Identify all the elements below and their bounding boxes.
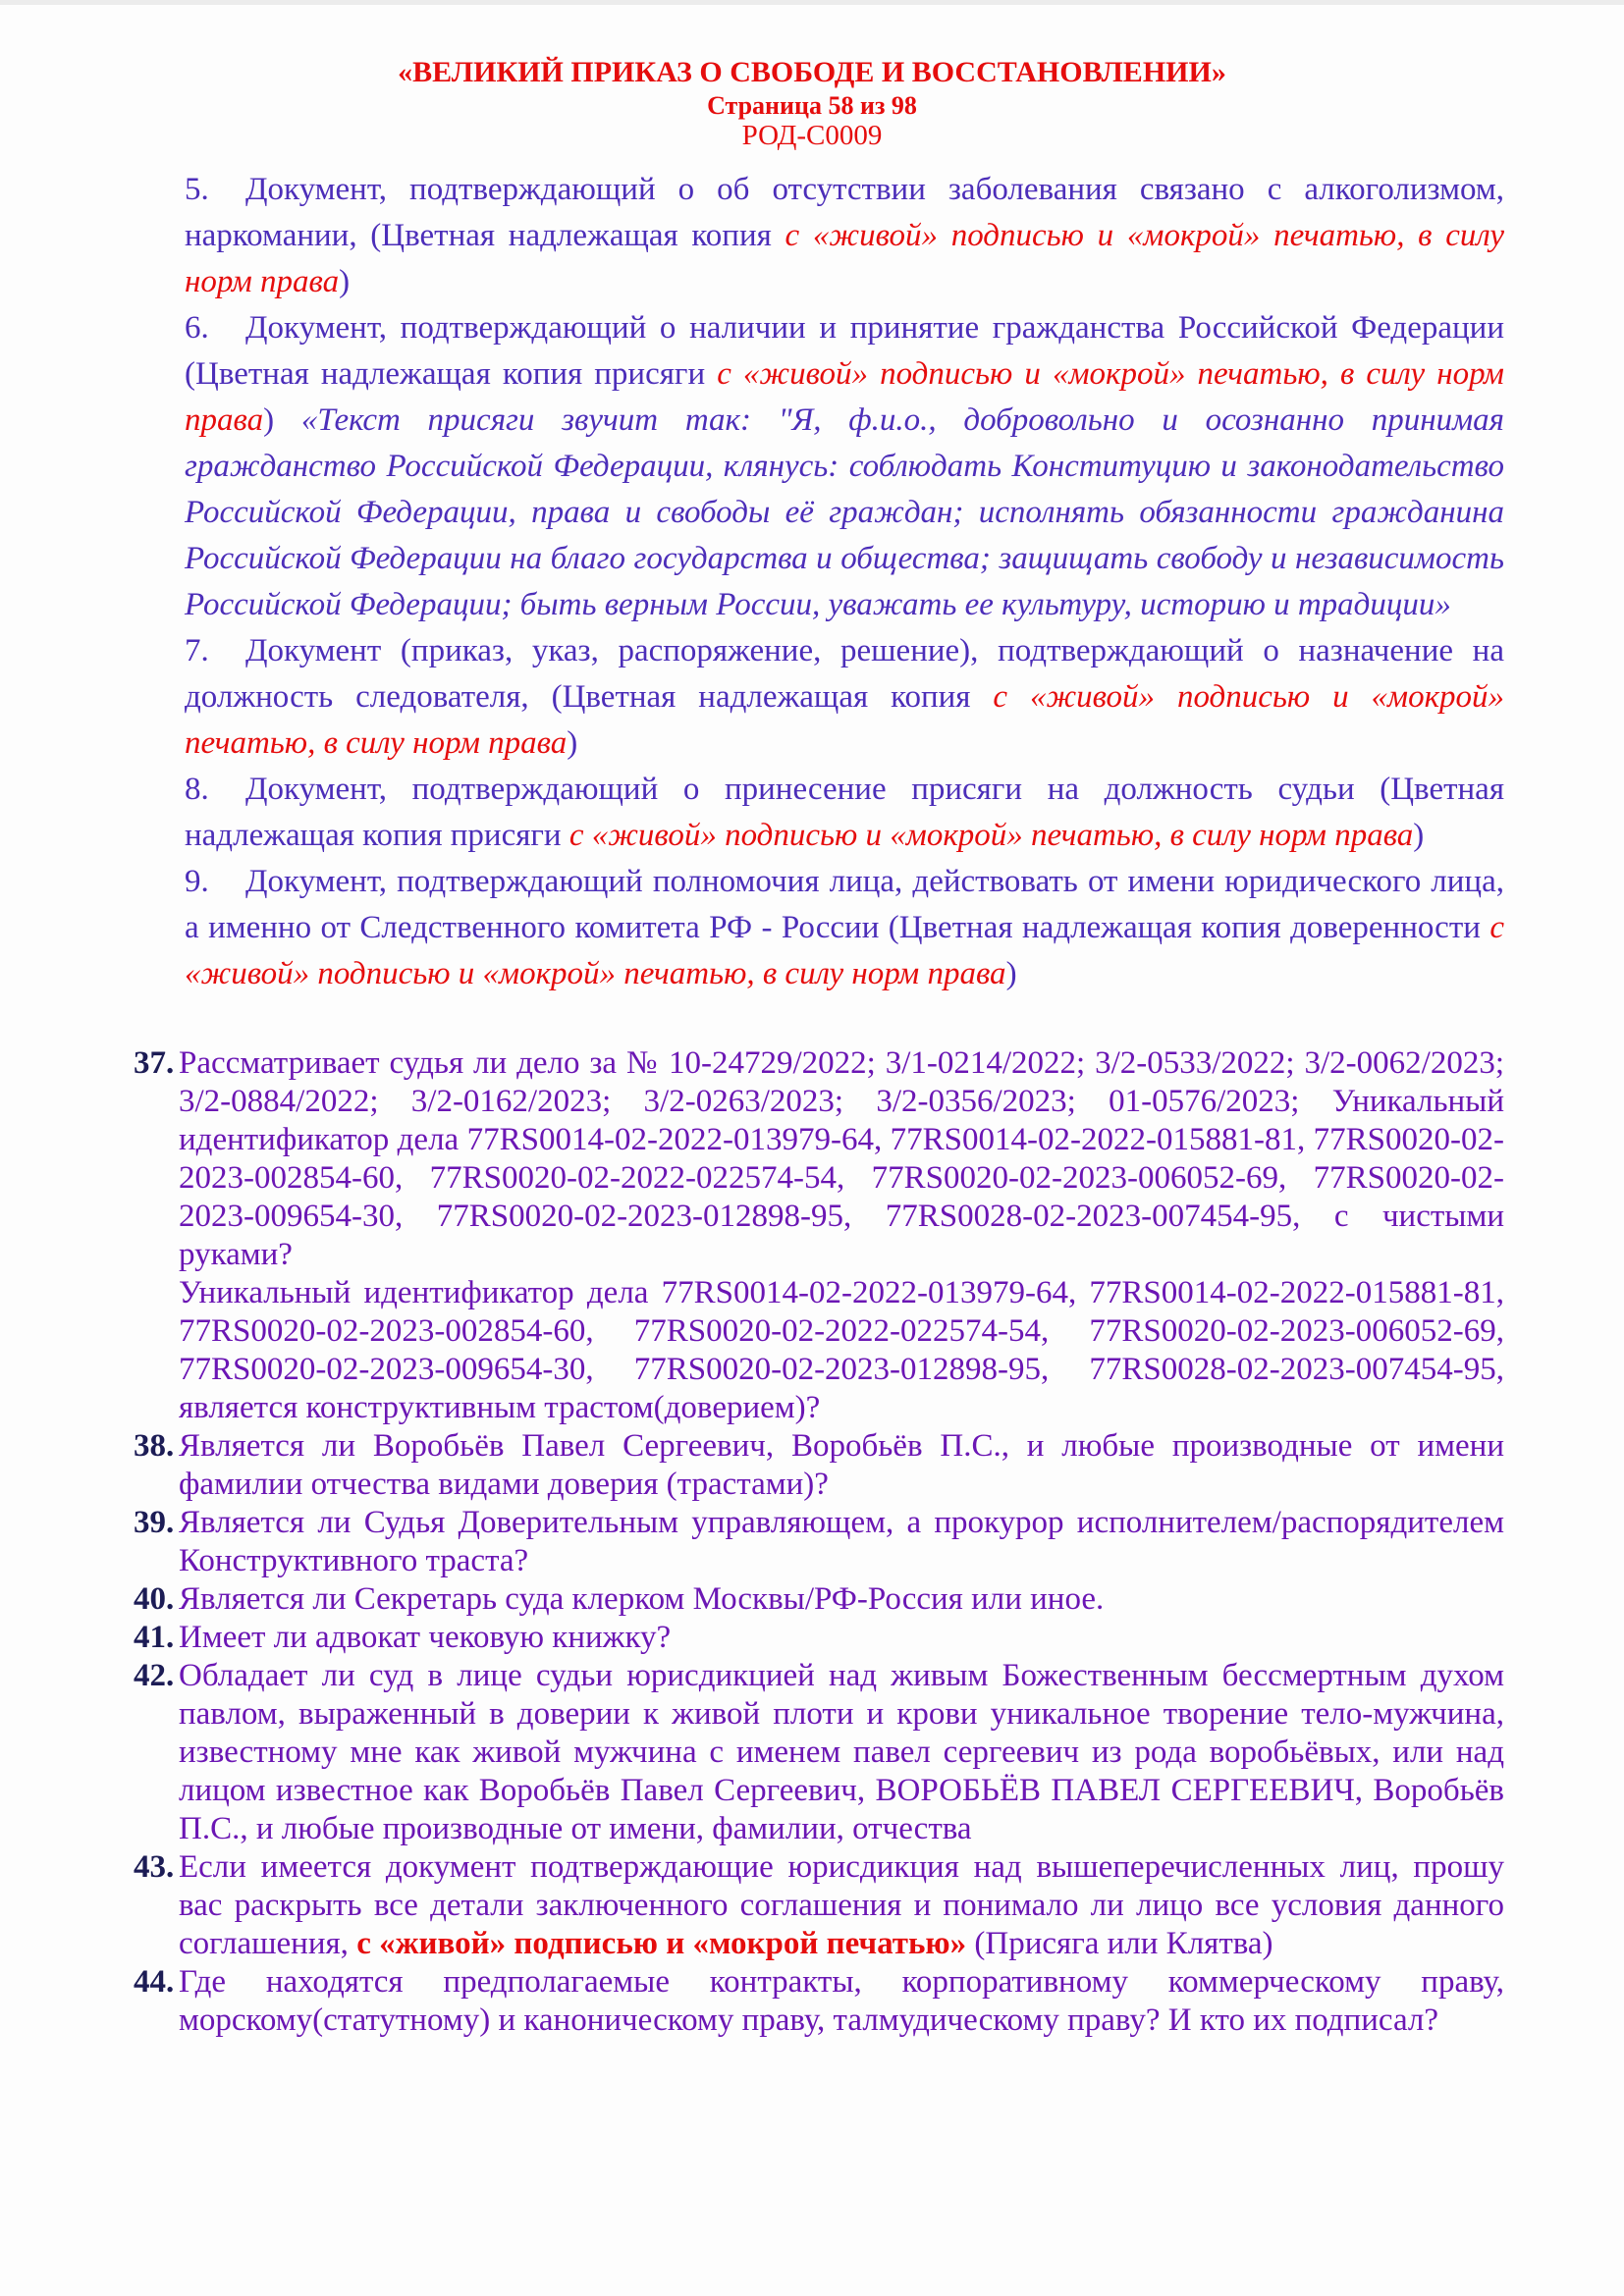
text-run: ): [263, 402, 301, 439]
list-item: [134, 1427, 1504, 1504]
text-run: с «живой» подписью и «мокрой» печатью, в силу норм права: [185, 910, 1504, 992]
text-run: с «живой» подписью и «мокрой печатью»: [356, 1926, 967, 1962]
list-item: [185, 767, 1504, 859]
text-run: ): [1413, 818, 1425, 854]
list-item: [134, 1504, 1504, 1580]
item-number: 6.: [185, 310, 209, 347]
document-title: «ВЕЛИКИЙ ПРИКАЗ О СВОБОДЕ И ВОССТАНОВЛЕНИИ»: [398, 56, 1226, 88]
text-run: Является ли Судья Доверительным управляющем, а прокурор исполнителем/распорядителем Конструктивного траста?: [179, 1505, 1504, 1579]
text-run: Рассматривает судья ли дело за № 10-24729/2022; 3/1-0214/2022; 3/2-0533/2022; 3/2-0062/2023; 3/2-0884/2022; 3/2-0162/2023; 3/2-0263/2023; 3/2-0356/2023; 01-0576/2023; Уникальный идентификатор дела 77RS0014-02-2022-013979-64, 77RS0014-02-2022-015881-81, 77RS0020-02-2023-002854-60, 77RS0020-02-2022-022574-54, 77RS0020-02-2023-006052-69, 77RS0020-02-2023-009654-30, 77RS0020-02-2023-012898-95, 77RS0028-02-2023-007454-95, с чистыми руками?: [179, 1045, 1504, 1273]
text-run: Является ли Воробьёв Павел Сергеевич, Воробьёв П.С., и любые производные от имени фамилии отчества видами доверия (трастами)?: [179, 1428, 1504, 1503]
item-number: 38.: [134, 1428, 175, 1465]
item-number: 5.: [185, 172, 209, 208]
list-item: [185, 167, 1504, 305]
list-item: [134, 1580, 1504, 1619]
item-number: 42.: [134, 1658, 175, 1694]
item-number: 40.: [134, 1581, 175, 1618]
item-number: 43.: [134, 1849, 175, 1886]
text-run: с «живой» подписью и «мокрой» печатью, в силу норм права: [185, 218, 1504, 300]
item-number: 41.: [134, 1620, 175, 1656]
text-run: ): [567, 725, 578, 762]
text-run: Где находятся предполагаемые контракты, корпоративному коммерческому праву, морскому(статутному) и каноническому праву, талмудическому праву? И кто их подписал?: [179, 1964, 1504, 2039]
list-item: [134, 1619, 1504, 1657]
text-run: Документ, подтверждающий о об отсутствии заболевания связано с алкоголизмом, наркомании, (Цветная надлежащая копия: [185, 172, 1504, 254]
list-item: [185, 628, 1504, 767]
text-run: (Присяга или Клятва): [966, 1926, 1273, 1962]
document-header: [0, 0, 1624, 151]
text-run: Документ (приказ, указ, распоряжение, решение), подтверждающий о назначение на должность следователя, (Цветная надлежащая копия: [185, 633, 1504, 716]
text-run: «Текст присяги звучит так: "Я, ф.и.о., добровольно и осознанно принимая гражданство Российской Федерации, клянусь: соблюдать Конституцию и законодательство Российской Федерации, права и свободы её граждан; исполнять обязанности гражданина Российской Федерации на благо государства и общества; защищать свободу и независимость Российской Федерации; быть верным России, уважать ее культуру, историю и традиции»: [185, 402, 1504, 623]
text-run: с «живой» подписью и «мокрой» печатью, в силу норм права: [568, 818, 1414, 854]
list-item: [134, 1963, 1504, 2040]
text-run: Имеет ли адвокат чековую книжку?: [179, 1620, 672, 1656]
list-item: [185, 305, 1504, 628]
item-number: 9.: [185, 864, 209, 900]
text-run: Документ, подтверждающий полномочия лица, действовать от имени юридического лица, а именно от Следственного комитета РФ - России (Цветная надлежащая копия доверенности: [185, 864, 1504, 946]
text-run: Обладает ли суд в лице судьи юрисдикцией над живым Божественным бессмертным духом павлом, выраженный в доверии к живой плоти и крови уникальное творение тело-мужчина, известному мне как живой мужчина с именем павел сергеевич из рода воробьёвых, или над лицом известное как Воробьёв Павел Сергеевич, ВОРОБЬЁВ ПАВЕЛ СЕРГЕЕВИЧ, Воробьёв П.С., и любые производные от имени, фамилии, отчества: [179, 1658, 1504, 1847]
text-run: Уникальный идентификатор дела 77RS0014-02-2022-013979-64, 77RS0014-02-2022-015881-81, 77RS0020-02-2023-002854-60, 77RS0020-02-2022-022574-54, 77RS0020-02-2023-006052-69, 77RS0020-02-2023-009654-30, 77RS0020-02-2023-012898-95, 77RS0028-02-2023-007454-95, является конструктивным трастом(доверием)?: [179, 1275, 1504, 1426]
list-item: [185, 859, 1504, 997]
item-number: 37.: [134, 1045, 175, 1082]
document-code: РОД-С0009: [741, 120, 883, 152]
numbered-list-questions: [134, 1044, 1504, 2040]
text-run: с «живой» подписью и «мокрой» печатью, в силу норм права: [185, 356, 1504, 439]
text-run: ): [339, 264, 351, 300]
list-item: [134, 1044, 1504, 1427]
numbered-list-documents: [185, 167, 1504, 997]
item-number: 39.: [134, 1505, 175, 1541]
list-item: [134, 1657, 1504, 1848]
text-run: ): [1005, 956, 1017, 992]
text-run: с «живой» подписью и «мокрой» печатью, в силу норм права: [185, 679, 1505, 762]
list-item: [134, 1848, 1504, 1963]
item-number: 8.: [185, 772, 209, 808]
text-run: Является ли Секретарь суда клерком Москвы/РФ-Россия или иное.: [179, 1581, 1105, 1618]
text-run: Документ, подтверждающий о принесение присяги на должность судьи (Цветная надлежащая копия присяги: [185, 772, 1504, 854]
text-run: Документ, подтверждающий о наличии и принятие гражданства Российской Федерации (Цветная надлежащая копия присяги: [185, 310, 1504, 393]
item-number: 7.: [185, 633, 209, 669]
page-number-indicator: Страница 58 из 98: [707, 90, 917, 120]
item-number: 44.: [134, 1964, 175, 2001]
text-run: Если имеется документ подтверждающие юрисдикция над вышеперечисленных лиц, прошу вас раскрыть все детали заключенного соглашения и понимало ли лицо все условия данного соглашения,: [179, 1849, 1504, 1962]
